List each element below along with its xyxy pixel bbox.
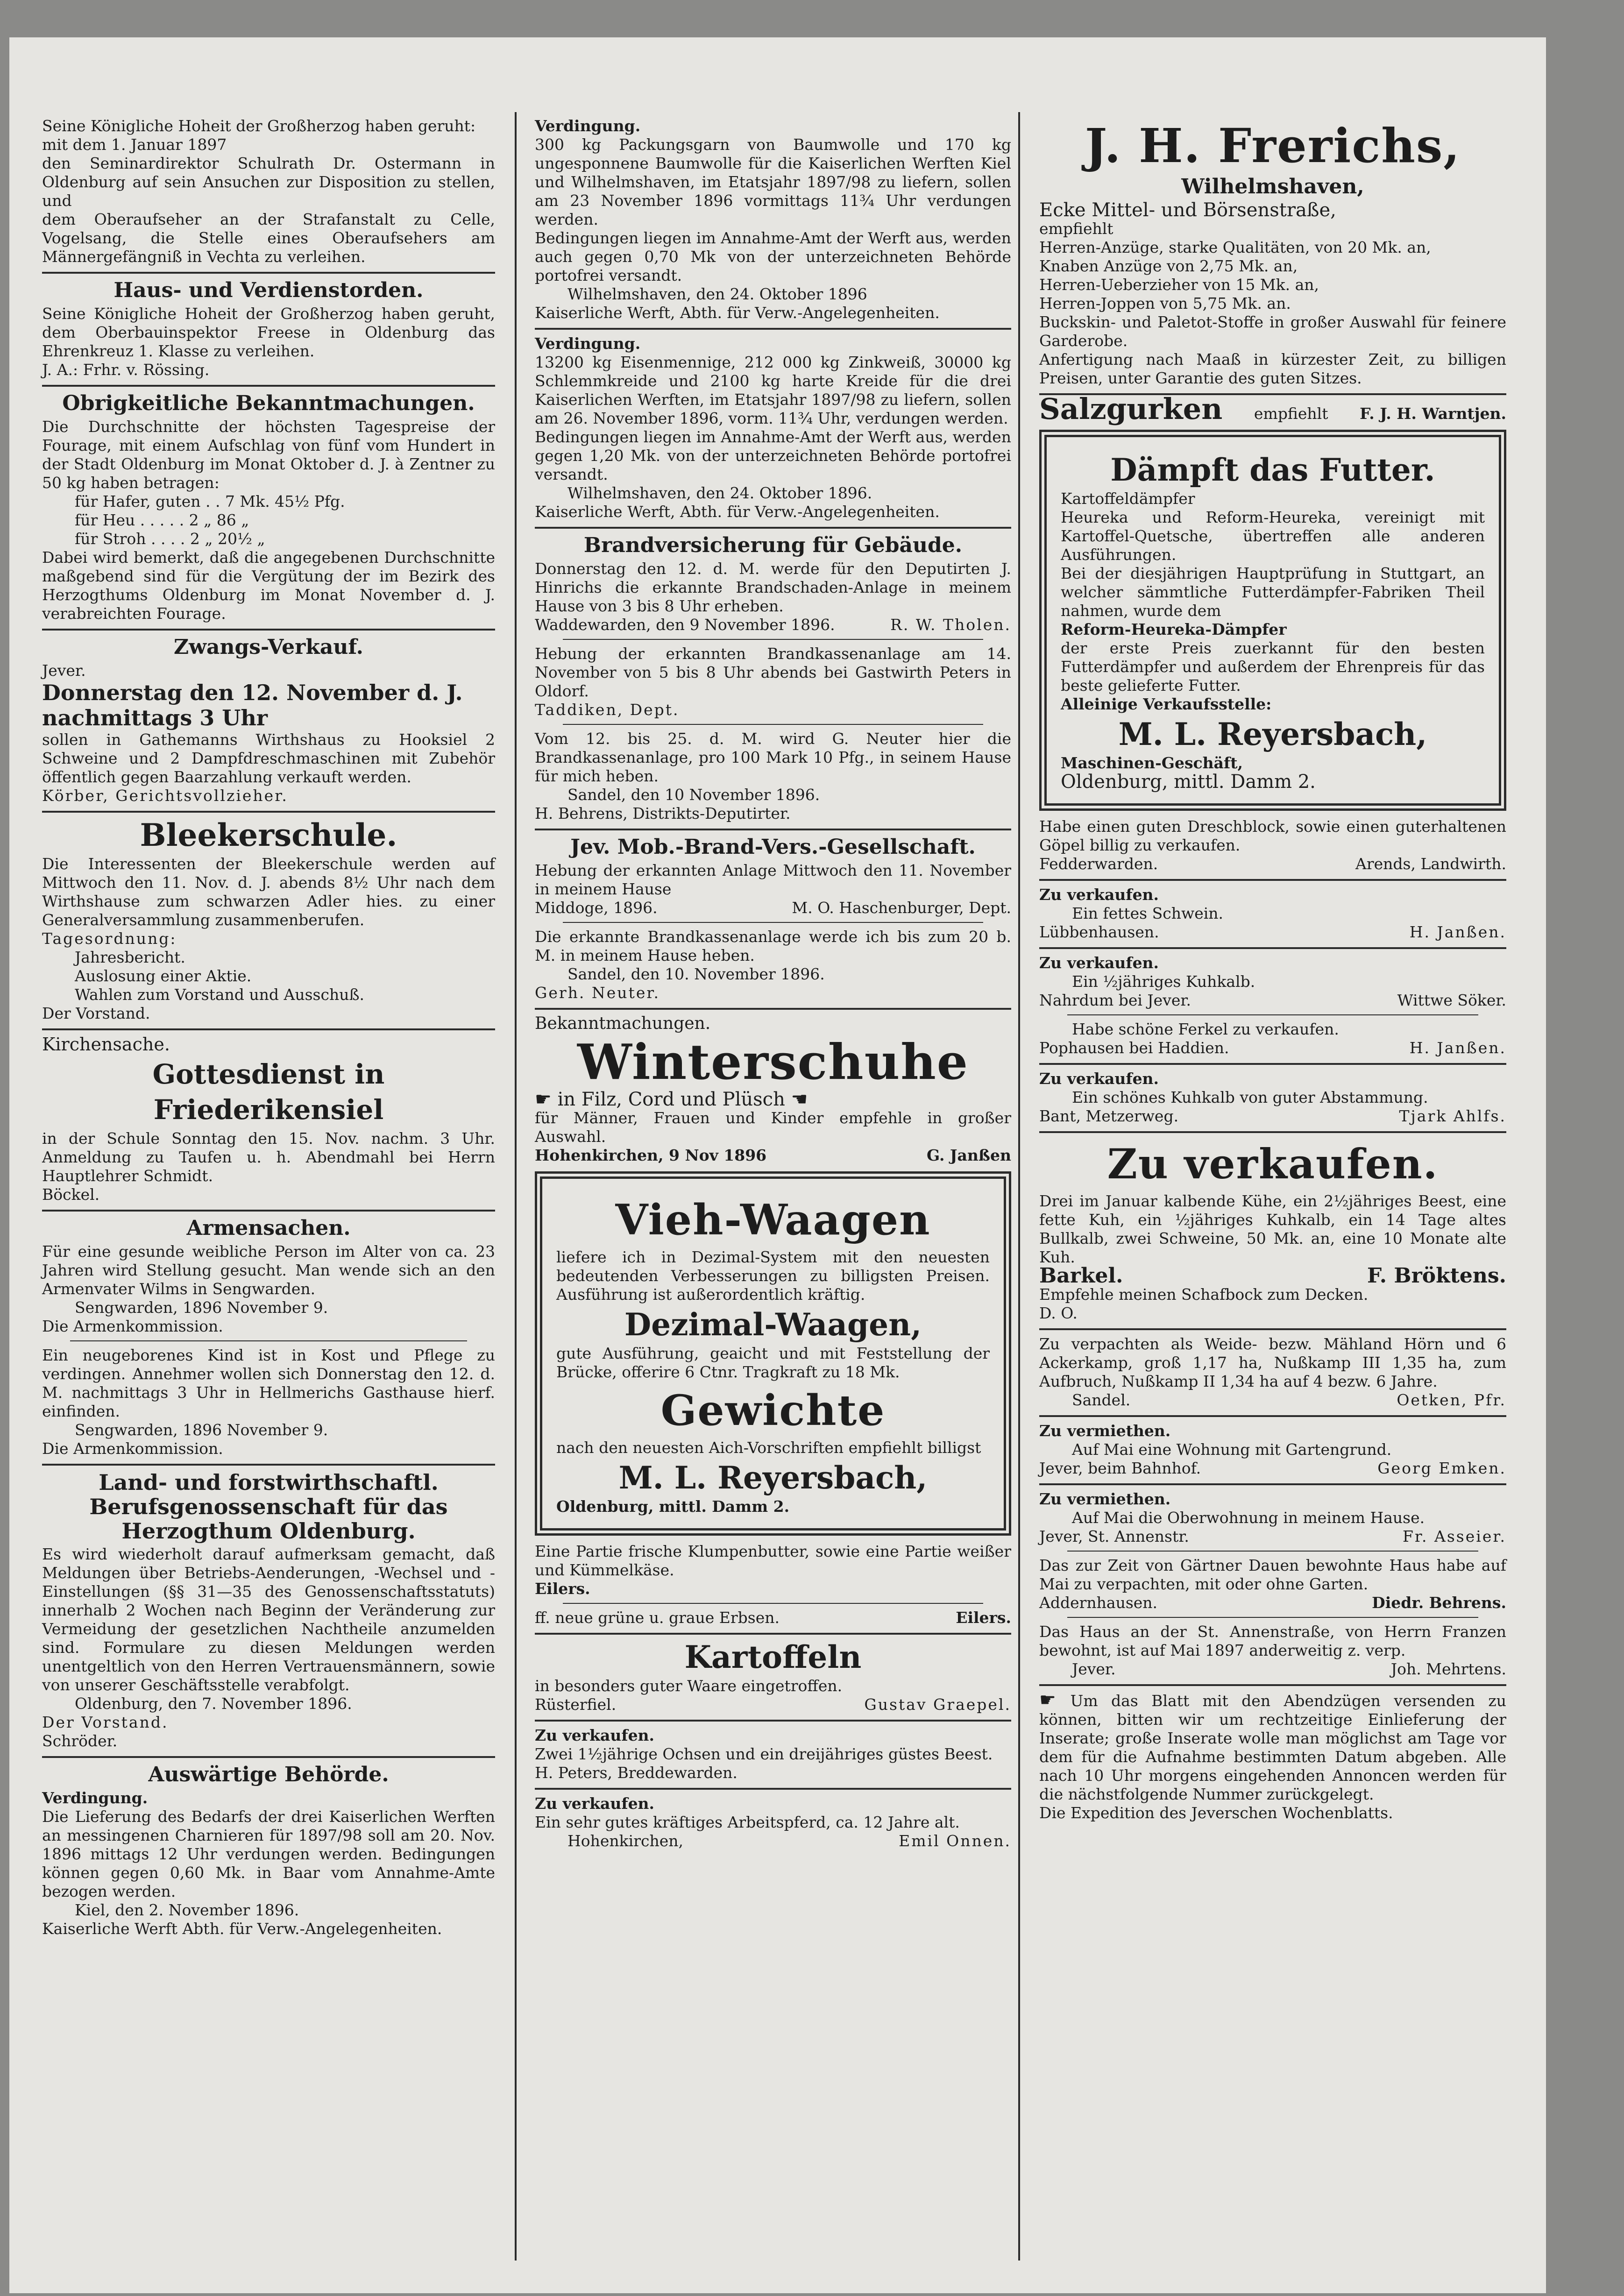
- separator: [1039, 1415, 1506, 1417]
- heading: Jev. Mob.-Brand-Vers.-Gesellschaft.: [570, 835, 976, 859]
- firm-kind: Maschinen-Geschäft,: [1061, 754, 1243, 772]
- notice-cooperative: [42, 1470, 495, 1750]
- body-text: Für eine gesunde weibliche Person im Alter von ca. 23 Jahren wird Stellung gesucht. Man wende sich an den Armenvater Wilms in Sengwarden.: [42, 1242, 495, 1298]
- signature: H. Peters, Breddewarden.: [535, 1764, 738, 1782]
- signature: Die Armenkommission.: [42, 1317, 223, 1335]
- date: Oldenburg, den 7. November 1896.: [75, 1694, 352, 1713]
- agenda-label: Tagesordnung:: [42, 929, 177, 948]
- place: Pophausen bei Haddien.: [1039, 1039, 1229, 1057]
- address: Ecke Mittel- und Börsenstraße,: [1039, 199, 1336, 221]
- separator: [42, 1210, 495, 1212]
- body-text: Es wird wiederholt darauf aufmerksam gemacht, daß Meldungen über Betriebs-Aenderungen, -Wechsel und -Einstellungen (§§ 31—35 des Genossenschaftsstatuts) innerhalb 2 Wochen nach Beginn der Veränderung zur Vermeidung der gesetzlichen Nachtheile anzumelden sind. Formulare zu diesen Meldungen werden unentgeltlich von den Herren Vertrauensmännern, sowie von unserer Geschäftsstelle verabfolgt.: [42, 1545, 495, 1694]
- sale-label: Alleinige Verkaufsstelle:: [1061, 695, 1272, 713]
- agenda-item: Auslosung einer Aktie.: [75, 967, 252, 985]
- product-line: in Filz, Cord und Plüsch: [557, 1089, 785, 1110]
- body-text: Vom 12. bis 25. d. M. wird G. Neuter hier die Brandkassenanlage, pro 100 Mark 10 Pfg., in seinem Hause für mich heben.: [535, 730, 1011, 785]
- separator: [535, 1008, 1011, 1010]
- notice-mobile-insurance: [535, 835, 1011, 1002]
- subheading: Verdingung.: [42, 1789, 148, 1807]
- date-line: Donnerstag den 12. November d. J.: [42, 680, 463, 705]
- heading: Dämpft das Futter.: [1110, 452, 1435, 488]
- separator: [1039, 1063, 1506, 1065]
- ad-for-lease-land: [1039, 1335, 1506, 1410]
- agenda-item: Jahresbericht.: [75, 948, 185, 966]
- body-text: Hebung der erkannten Anlage Mittwoch den 11. November in meinem Hause: [535, 861, 1011, 898]
- separator: [563, 724, 983, 725]
- body-text: Zu verpachten als Weide- bezw. Mähland Hörn und 6 Ackerkamp, groß 1,17 ha, Nußkamp III 1,35 ha, zum Aufbruch, Nußkamp II 1,34 ha auf 4 bezw. 6 Jahre.: [1039, 1335, 1506, 1390]
- place: Hohenkirchen,: [567, 1832, 684, 1850]
- ad-threshing-block: [1039, 817, 1506, 873]
- signature: Diedr. Behrens.: [1372, 1594, 1506, 1612]
- notice-church: [42, 1035, 495, 1204]
- signature: J. A.: Frhr. v. Rössing.: [42, 361, 210, 379]
- separator: [1067, 1551, 1478, 1552]
- product-line: Buckskin- und Paletot-Stoffe in großer Auswahl für feinere Garderobe.: [1039, 313, 1506, 350]
- body-text: Zwei 1½jährige Ochsen und ein dreijähriges güstes Beest.: [535, 1745, 993, 1763]
- ad-scales-box: [535, 1171, 1011, 1536]
- time-line: nachmittags 3 Uhr: [42, 705, 268, 730]
- body-text: den Seminardirektor Schulrath Dr. Ostermann in Oldenburg auf sein Ansuchen zur Disposition zu stellen, und: [42, 154, 495, 210]
- body-text: Seine Königliche Hoheit der Großherzog haben geruht:: [42, 117, 476, 135]
- place-date: Hohenkirchen, 9 Nov 1896: [535, 1146, 767, 1164]
- ad-pickles: [1039, 392, 1506, 426]
- date: Wilhelmshaven, den 24. Oktober 1896: [567, 285, 867, 303]
- address: Oldenburg, mittl. Damm 2.: [556, 1497, 790, 1516]
- signature: Oetken, Pfr.: [1397, 1391, 1506, 1409]
- price-row: für Stroh . . . . 2 „ 20½ „: [75, 530, 265, 548]
- place: Fedderwarden.: [1039, 855, 1158, 873]
- body-text: Eine Partie frische Klumpenbutter, sowie eine Partie weißer und Kümmelkäse.: [535, 1542, 1011, 1579]
- signature: Die Expedition des Jeverschen Wochenblatts.: [1039, 1804, 1393, 1822]
- newspaper-page: [9, 37, 1546, 2293]
- product-line: Herren-Anzüge, starke Qualitäten, von 20 Mk. an,: [1039, 238, 1431, 256]
- notice-bleekerschule: [42, 817, 495, 1023]
- separator: [1039, 1684, 1506, 1686]
- notice-fourage: [42, 391, 495, 623]
- date: Middoge, 1896.: [535, 899, 658, 917]
- date: Sengwarden, 1896 November 9.: [75, 1298, 328, 1317]
- heading: Zwangs-Verkauf.: [173, 635, 364, 659]
- heading: Haus- und Verdienstorden.: [113, 278, 424, 302]
- heading: Zu verkaufen.: [1107, 1140, 1439, 1188]
- ad-steamer-box: [1039, 430, 1506, 811]
- separator: [563, 1603, 983, 1604]
- signature: Eilers.: [956, 1609, 1011, 1627]
- place: Sandel.: [1072, 1391, 1131, 1409]
- place: Jever, beim Bahnhof.: [1039, 1459, 1201, 1477]
- body-text: Auf Mai die Oberwohnung in meinem Hause.: [1072, 1509, 1425, 1527]
- notice-appointment: [42, 117, 495, 266]
- body-text: Hebung der erkannten Brandkassenanlage am 14. November von 5 bis 8 Uhr abends bei Gastwirth Peters in Oldorf.: [535, 645, 1011, 700]
- signature: Böckel.: [42, 1185, 100, 1204]
- ad-for-rent-1: [1039, 1422, 1506, 1478]
- body-text: ff. neue grüne u. graue Erbsen.: [535, 1609, 780, 1627]
- ad-butter: [535, 1542, 1011, 1627]
- heading: Auswärtige Behörde.: [148, 1763, 389, 1786]
- body-text: Das zur Zeit von Gärtner Dauen bewohnte Haus habe auf Mai zu verpachten, mit oder ohne Garten.: [1039, 1556, 1506, 1593]
- notice-poor-affairs: [42, 1216, 495, 1458]
- heading: Gewichte: [660, 1386, 886, 1435]
- heading: Kartoffeln: [684, 1639, 862, 1675]
- separator: [1039, 1131, 1506, 1133]
- separator: [1039, 947, 1506, 949]
- date: Kiel, den 2. November 1896.: [75, 1901, 299, 1919]
- agenda-item: Wahlen zum Vorstand und Ausschuß.: [75, 985, 365, 1004]
- column-2: [535, 117, 1011, 1854]
- heading: Salzgurken: [1039, 392, 1223, 426]
- signature: H. Janßen.: [1409, 1039, 1506, 1057]
- body-text: Donnerstag den 12. d. M. werde für den Deputirten J. Hinrichs die erkannte Brandschaden-Anlage in meinem Hause von 3 bis 8 Uhr erheben.: [535, 560, 1011, 615]
- body-text: 300 kg Packungsgarn von Baumwolle und 170 kg ungesponnene Baumwolle für die Kaiserlichen Werften Kiel und Wilhelmshaven, im Etatsjahr 1897/98 zu liefern, sollen am 23 November 1896 vormittags 11¾ Uhr verdungen werden.: [535, 135, 1011, 228]
- separator: [42, 811, 495, 813]
- place: Nahrdum bei Jever.: [1039, 991, 1191, 1009]
- body-text: Anfertigung nach Maaß in kürzester Zeit, zu billigen Preisen, unter Garantie des guten Sitzes.: [1039, 350, 1506, 387]
- heading: Bleekerschule.: [140, 817, 397, 853]
- body-text: Die erkannte Brandkassenanlage werde ich bis zum 20 b. M. in meinem Hause heben.: [535, 928, 1011, 964]
- heading: Armensachen.: [186, 1216, 351, 1240]
- signature: Die Armenkommission.: [42, 1439, 223, 1458]
- firm-name: J. H. Frerichs,: [1085, 118, 1461, 173]
- separator: [42, 1464, 495, 1466]
- body-text: für Männer, Frauen und Kinder empfehle in großer Auswahl.: [535, 1109, 1011, 1146]
- separator: [1067, 1617, 1478, 1618]
- subheading: Kartoffeldämpfer: [1061, 489, 1195, 508]
- signature: Eilers.: [535, 1580, 590, 1598]
- product-line: Knaben Anzüge von 2,75 Mk. an,: [1039, 257, 1298, 275]
- heading: Winterschuhe: [577, 1033, 969, 1091]
- column-3: [1039, 117, 1506, 1826]
- separator: [535, 1788, 1011, 1790]
- separator: [42, 385, 495, 387]
- heading: Brandversicherung für Gebäude.: [583, 533, 963, 557]
- separator: [535, 328, 1011, 330]
- separator: [563, 922, 983, 923]
- heading: Verdingung.: [535, 334, 641, 353]
- price-row: für Hafer, guten . . 7 Mk. 45½ Pfg.: [75, 492, 345, 510]
- signature: Arends, Landwirth.: [1355, 855, 1506, 873]
- body-text: gute Ausführung, geaicht und mit Feststellung der Brücke, offerire 6 Ctnr. Tragkraft zu 18 Mk.: [556, 1344, 990, 1381]
- signature: Gerh. Neuter.: [535, 984, 660, 1002]
- signature: Fr. Asseier.: [1403, 1527, 1506, 1545]
- body-text: Habe schöne Ferkel zu verkaufen.: [1072, 1020, 1339, 1038]
- body-text: Die Durchschnitte der höchsten Tagespreise der Fourage, mit einem Aufschlag von fünf vom Hundert in der Stadt Oldenburg im Monat Oktober d. J. à Zentner zu 50 kg haben betragen:: [42, 418, 495, 492]
- body-text: Ein schönes Kuhkalb von guter Abstammung.: [1072, 1088, 1428, 1106]
- ad-piglets: [1039, 1020, 1506, 1057]
- price-row: für Heu . . . . . 2 „ 86 „: [75, 511, 249, 529]
- date: mit dem 1. Januar 1897: [42, 135, 227, 154]
- kicker: Kirchensache.: [42, 1034, 170, 1055]
- body-text: Bedingungen liegen im Annahme-Amt der Werft aus, werden gegen 1,20 Mk. von der unterzeichneten Behörde portofrei versandt.: [535, 428, 1011, 483]
- ad-frerichs: [1039, 120, 1506, 388]
- heading: Vieh-Waagen: [615, 1195, 931, 1245]
- ad-for-sale-oxen: [535, 1726, 1011, 1782]
- separator: [70, 1340, 467, 1341]
- signature: H. Janßen.: [1409, 923, 1506, 941]
- column-rule: [515, 112, 517, 2261]
- heading: Zu verkaufen.: [535, 1726, 655, 1744]
- heading: Dezimal-Waagen,: [624, 1306, 922, 1343]
- column-rule: [1018, 112, 1020, 2261]
- signature: Schröder.: [42, 1732, 118, 1750]
- pointing-hand-line: [535, 1090, 1011, 1109]
- body-text: Die Interessenten der Bleekerschule werden auf Mittwoch den 11. Nov. d. J. abends 8½ Uhr nach dem Wirthshause zum schwarzen Adler hies. zu einer Generalversammlung zusammenberufen.: [42, 855, 495, 929]
- body-text: Ein neugeborenes Kind ist in Kost und Pflege zu verdingen. Annehmer wollen sich Donnerstag den 12. d. M. nachmittags 3 Uhr in Hellmerichs Gasthause hierf. einfinden.: [42, 1346, 495, 1420]
- notice-foreign-authority: [42, 1763, 495, 1938]
- firm-name: M. L. Reyersbach,: [618, 1460, 928, 1496]
- heading: Zu vermiethen.: [1039, 1490, 1171, 1508]
- place: Jever.: [42, 661, 86, 680]
- body-text: Auf Mai eine Wohnung mit Gartengrund.: [1072, 1440, 1392, 1459]
- ad-potatoes: [535, 1639, 1011, 1714]
- notice-verdingung-2: [535, 334, 1011, 521]
- separator: [42, 272, 495, 274]
- signature: R. W. Tholen.: [890, 616, 1011, 634]
- body-text: Habe einen guten Dreschblock, sowie einen guterhaltenen Göpel billig zu verkaufen.: [1039, 817, 1506, 854]
- separator: [42, 1028, 495, 1030]
- separator: [1039, 879, 1506, 881]
- pointing-hand-icon: ☛: [1039, 1689, 1071, 1711]
- ad-for-rent-2: [1039, 1490, 1506, 1679]
- body-text: in besonders guter Waare eingetroffen.: [535, 1677, 843, 1695]
- ad-for-sale-cow-calf: [1039, 1070, 1506, 1126]
- notice-expedition: [1039, 1691, 1506, 1822]
- signature: F. Bröktens.: [1367, 1264, 1506, 1288]
- place: Rüsterfiel.: [535, 1695, 617, 1714]
- body-text: Drei im Januar kalbende Kühe, ein 2½jähriges Beest, eine fette Kuh, ein ½jähriges Kuhkalb, ein 14 Tage altes Bullkalb, zwei Schweine, 50 Mk. an, eine 10 Monate alte Kuh.: [1039, 1192, 1506, 1266]
- place: Bant, Metzerweg.: [1039, 1107, 1179, 1125]
- body-text: der erste Preis zuerkannt für den besten Futterdämpfer und außerdem der Ehrenpreis für das beste gelieferte Futter.: [1061, 639, 1485, 694]
- ad-winter-shoes: [535, 1014, 1011, 1165]
- body-text: in der Schule Sonntag den 15. Nov. nachm. 3 Uhr. Anmeldung zu Taufen u. h. Abendmahl bei Herrn Hauptlehrer Schmidt.: [42, 1129, 495, 1185]
- heading: Obrigkeitliche Bekanntmachungen.: [62, 391, 475, 415]
- place: Lübbenhausen.: [1039, 923, 1159, 941]
- signature: G. Janßen: [926, 1146, 1011, 1164]
- body-text: Das Haus an der St. Annenstraße, von Herrn Franzen bewohnt, ist auf Mai 1897 anderweitig z. verp.: [1039, 1623, 1506, 1659]
- body-text: Um das Blatt mit den Abendzügen versenden zu können, bitten wir um rechtzeitige Einlieferung der Inserate; große Inserate wolle man möglichst am Tage vor dem für die Aufnahme bestimmten Datum abgeben. Alle nach 10 Uhr morgens eingehenden Annoncen werden für die nächstfolgende Nummer zurückgelegt.: [1039, 1692, 1506, 1803]
- body-text: dem Oberaufseher an der Strafanstalt zu Celle, Vogelsang, die Stelle eines Oberaufsehers am Männergefängniß in Vechta zu verleihen.: [42, 210, 495, 266]
- pointing-hand-icon: ☛: [535, 1089, 558, 1110]
- separator: [42, 629, 495, 631]
- address: Oldenburg, mittl. Damm 2.: [1061, 771, 1316, 793]
- signature: Kaiserliche Werft Abth. für Verw.-Angelegenheiten.: [42, 1920, 442, 1938]
- notice-order: [42, 278, 495, 379]
- signature: Georg Emken.: [1377, 1459, 1506, 1477]
- signature: Wittwe Söker.: [1397, 991, 1506, 1009]
- separator: [535, 1633, 1011, 1635]
- separator: [535, 829, 1011, 830]
- notice-fire-insurance: [535, 533, 1011, 823]
- body-text: 13200 kg Eisenmennige, 212 000 kg Zinkweiß, 30000 kg Schlemmkreide und 2100 kg harte Kreide für die drei Kaiserlichen Werften, im Etatsjahr 1897/98 zu liefern, sollen am 26. November 1896, vorm. 11¾ Uhr, verdungen werden.: [535, 353, 1011, 427]
- separator: [1039, 1483, 1506, 1485]
- signature: D. O.: [1039, 1304, 1078, 1322]
- date: Sengwarden, 1896 November 9.: [75, 1421, 328, 1439]
- heading: Land- und forstwirthschaftl. Berufsgenossenschaft für das Herzogthum Oldenburg.: [89, 1470, 448, 1544]
- signature: Emil Onnen.: [899, 1832, 1011, 1850]
- heading: Verdingung.: [535, 117, 641, 135]
- signature: H. Behrens, Distrikts-Deputirter.: [535, 804, 791, 822]
- ad-for-sale-calf: [1039, 954, 1506, 1010]
- recommends: empfiehlt: [1039, 220, 1113, 238]
- body-text: liefere ich in Dezimal-System mit den neuesten bedeutenden Verbesserungen zu billigsten Preisen. Ausführung ist außerordentlich kräftig.: [556, 1248, 990, 1304]
- notice-verdingung-1: [535, 117, 1011, 322]
- heading: Gottesdienst in Friederikensiel: [152, 1058, 385, 1126]
- body-text: Empfehle meinen Schafbock zum Decken.: [1039, 1285, 1369, 1304]
- signature: Der Vorstand.: [42, 1713, 169, 1731]
- place: Jever, St. Annenstr.: [1039, 1527, 1189, 1545]
- separator: [42, 1756, 495, 1758]
- ad-for-sale-pig: [1039, 886, 1506, 942]
- date: Wilhelmshaven, den 24. Oktober 1896.: [567, 484, 872, 502]
- heading: Zu verkaufen.: [1039, 954, 1159, 972]
- firm-name: M. L. Reyersbach,: [1118, 716, 1427, 752]
- signature: Kaiserliche Werft, Abth. für Verw.-Angelegenheiten.: [535, 304, 940, 322]
- signature: F. J. H. Warntjen.: [1360, 404, 1506, 423]
- date: Waddewarden, den 9 November 1896.: [535, 616, 835, 634]
- heading: Zu vermiethen.: [1039, 1422, 1171, 1440]
- heading: Zu verkaufen.: [1039, 1070, 1159, 1088]
- separator: [563, 639, 983, 640]
- notice-forced-sale: [42, 635, 495, 805]
- place: Jever.: [1072, 1660, 1116, 1678]
- product-line: Herren-Joppen von 5,75 Mk. an.: [1039, 294, 1291, 312]
- place: Barkel.: [1039, 1264, 1123, 1288]
- date: Sandel, den 10 November 1896.: [567, 786, 820, 804]
- body-text: Ein sehr gutes kräftiges Arbeitspferd, ca. 12 Jahre alt.: [535, 1813, 960, 1831]
- body-text: Bedingungen liegen im Annahme-Amt der Werft aus, werden auch gegen 0,70 Mk von der unterzeichneten Behörde portofrei versandt.: [535, 229, 1011, 284]
- place: Addernhausen.: [1039, 1594, 1158, 1612]
- separator: [535, 1720, 1011, 1722]
- separator: [535, 527, 1011, 529]
- date: Sandel, den 10. November 1896.: [567, 965, 825, 983]
- product-name: Reform-Heureka-Dämpfer: [1061, 620, 1287, 638]
- signature: Körber, Gerichtsvollzieher.: [42, 787, 288, 805]
- signature: Gustav Graepel.: [864, 1695, 1011, 1714]
- ad-for-sale-horse: [535, 1794, 1011, 1850]
- signature: Taddiken, Dept.: [535, 701, 680, 719]
- signature: Tjark Ahlfs.: [1399, 1107, 1506, 1125]
- product-line: Herren-Ueberzieher von 15 Mk. an,: [1039, 276, 1319, 294]
- body-text: Seine Königliche Hoheit der Großherzog haben geruht, dem Oberbauinspektor Freese in Oldenburg das Ehrenkreuz 1. Klasse zu verleihen.: [42, 305, 495, 360]
- signature: Der Vorstand.: [42, 1004, 150, 1022]
- signature: Joh. Mehrtens.: [1390, 1660, 1506, 1678]
- ad-for-sale-cattle: [1039, 1138, 1506, 1323]
- body-text: Dabei wird bemerkt, daß die angegebenen Durchschnitte maßgebend sind für die Vergütung der im Bezirk des Herzogthums Oldenburg im Monat November d. J. verabreichten Fourage.: [42, 548, 495, 623]
- body-text: Ein fettes Schwein.: [1072, 904, 1224, 922]
- separator: [1067, 1014, 1478, 1015]
- kicker: Bekanntmachungen.: [535, 1014, 711, 1033]
- body-text: Bei der diesjährigen Hauptprüfung in Stuttgart, an welcher sämmtliche Futterdämpfer-Fabriken Theil nahmen, wurde dem: [1061, 564, 1485, 620]
- body-text: Ein ½jähriges Kuhkalb.: [1072, 972, 1255, 991]
- body-text: sollen in Gathemanns Wirthshaus zu Hooksiel 2 Schweine und 2 Dampfdreschmaschinen mit Zubehör öffentlich gegen Baarzahlung verkauft werden.: [42, 730, 495, 786]
- signature: M. O. Haschenburger, Dept.: [792, 899, 1011, 917]
- column-1: [42, 117, 495, 1942]
- body-text: Die Lieferung des Bedarfs der drei Kaiserlichen Werften an messingenen Charnieren für 1897/98 soll am 20. Nov. 1896 mittags 12 Uhr verdungen werden. Bedingungen können gegen 0,60 Mk. in Baar vom Annahme-Amte bezogen werden.: [42, 1807, 495, 1900]
- body-text: Heureka und Reform-Heureka, vereinigt mit Kartoffel-Quetsche, übertreffen alle anderen Ausführungen.: [1061, 508, 1485, 564]
- recommends: empfiehlt: [1254, 404, 1328, 423]
- heading: Zu verkaufen.: [1039, 886, 1159, 904]
- signature: Kaiserliche Werft, Abth. für Verw.-Angelegenheiten.: [535, 503, 940, 521]
- body-text: nach den neuesten Aich-Vorschriften empfiehlt billigst: [556, 1439, 981, 1457]
- city: Wilhelmshaven,: [1181, 175, 1364, 198]
- pointing-hand-icon: ☚: [785, 1089, 808, 1110]
- separator: [1039, 1328, 1506, 1330]
- heading: Zu verkaufen.: [535, 1794, 655, 1813]
